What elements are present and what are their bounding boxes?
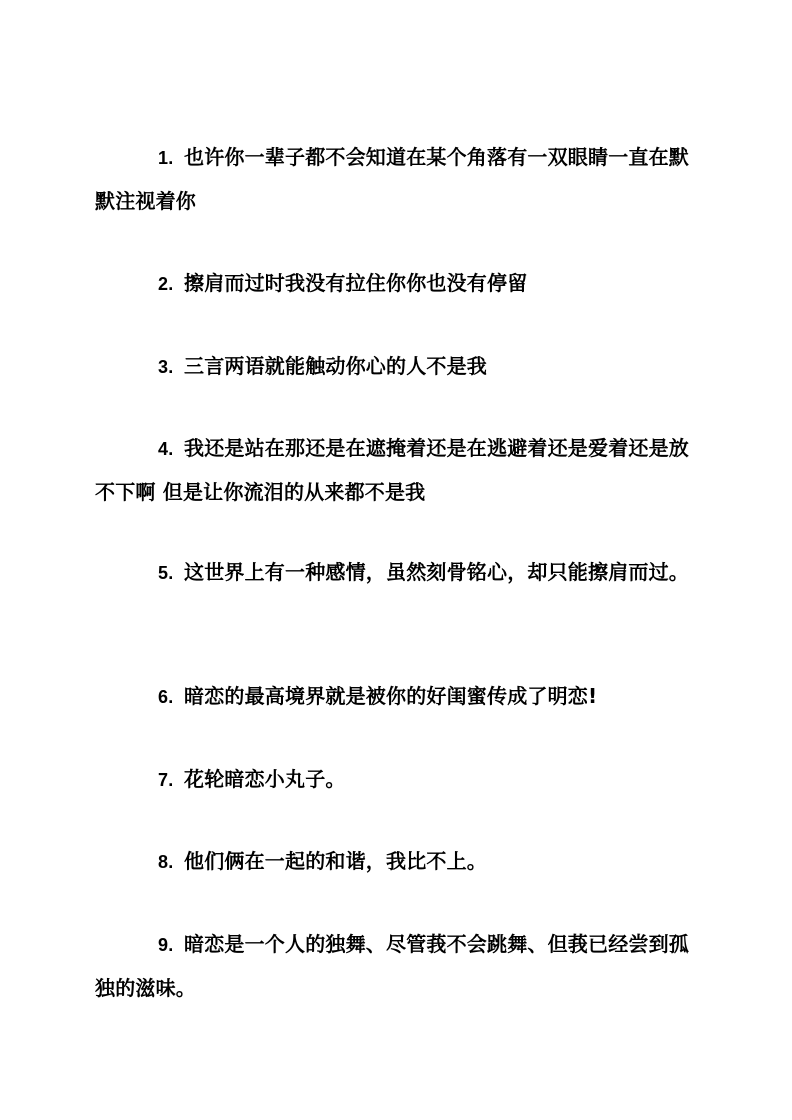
item-number: 3. — [158, 357, 174, 377]
item-text: 暗恋是一个人的独舞、尽管莪不会跳舞、但莪已经尝到孤独的滋味。 — [95, 932, 689, 1000]
item-number: 4. — [158, 439, 174, 459]
item-text: 我还是站在那还是在遮掩着还是在逃避着还是爱着还是放不下啊 但是让你流泪的从来都不是我 — [95, 436, 689, 504]
item-text: 暗恋的最高境界就是被你的好闺蜜传成了明恋! — [184, 684, 598, 708]
list-item — [95, 551, 735, 595]
item-number: 5. — [158, 563, 174, 583]
list-item — [95, 427, 705, 514]
list-item — [95, 262, 705, 306]
item-text: 擦肩而过时我没有拉住你你也没有停留 — [184, 271, 528, 295]
item-number: 9. — [158, 935, 174, 955]
item-number: 1. — [158, 148, 174, 168]
item-text: 三言两语就能触动你心的人不是我 — [184, 354, 487, 378]
list-item — [95, 136, 705, 223]
item-number: 6. — [158, 687, 174, 707]
list-item — [95, 758, 705, 802]
list-item — [95, 840, 705, 884]
item-text: 也许你一辈子都不会知道在某个角落有一双眼睛一直在默默注视着你 — [95, 145, 689, 213]
list-item — [95, 675, 705, 719]
item-text: 他们俩在一起的和谐，我比不上。 — [184, 849, 487, 873]
item-number: 2. — [158, 274, 174, 294]
item-text: 这世界上有一种感情，虽然刻骨铭心，却只能擦肩而过。 — [184, 560, 689, 584]
list-item — [95, 345, 705, 389]
item-number: 8. — [158, 852, 174, 872]
item-text: 花轮暗恋小丸子。 — [184, 767, 346, 791]
list-item — [95, 923, 705, 1010]
item-number: 7. — [158, 770, 174, 790]
